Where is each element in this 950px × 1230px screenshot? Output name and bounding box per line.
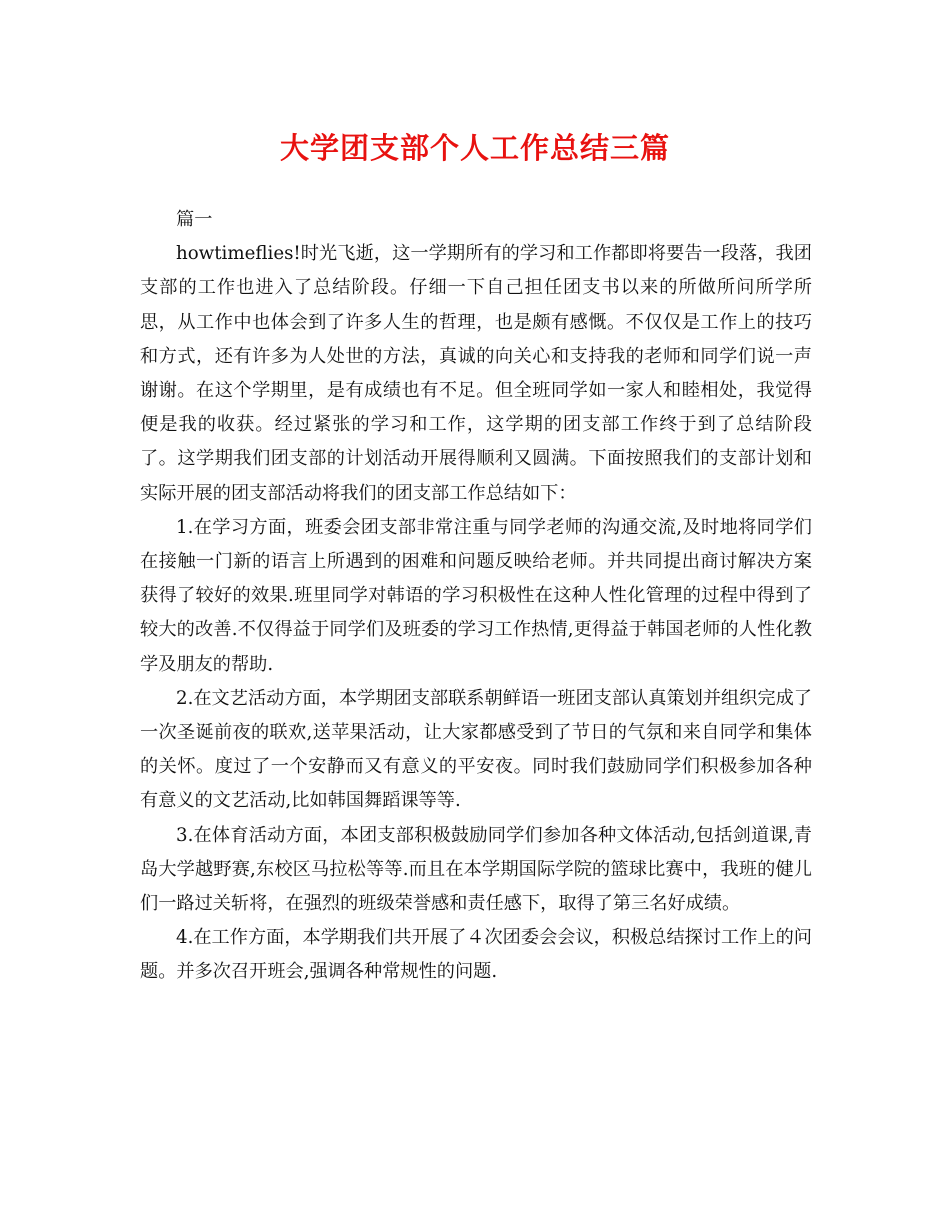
section-label: 篇一: [176, 209, 213, 230]
paragraph-study: 1.在学习方面，班委会团支部非常注重与同学老师的沟通交流,及时地将同学们在接触一门新的语言上所遇到的困难和问题反映给老师。并共同提出商讨解决方案获得了较好的效果.班里同学对韩语的学习积极性在这种人性化管理的过程中得到了较大的改善.不仅得益于同学们及班委的学习工作热情,更得益于韩国老师的人性化教学及朋友的帮助.: [140, 516, 812, 675]
document-body: [140, 203, 812, 990]
paragraph-arts: 2.在文艺活动方面，本学期团支部联系朝鲜语一班团支部认真策划并组织完成了一次圣诞前夜的联欢,送苹果活动，让大家都感受到了节日的气氛和来自同学和集体的关怀。度过了一个安静而又有意义的平安夜。同时我们鼓励同学们积极参加各种有意义的文艺活动,比如韩国舞蹈课等等.: [140, 687, 812, 812]
paragraph-work: 4.在工作方面，本学期我们共开展了４次团委会会议，积极总结探讨工作上的问题。并多次召开班会,强调各种常规性的问题.: [140, 927, 812, 983]
paragraph-sports: 3.在体育活动方面，本团支部积极鼓励同学们参加各种文体活动,包括剑道课,青岛大学越野赛,东校区马拉松等等.而且在本学期国际学院的篮球比赛中，我班的健儿们一路过关斩将，在强烈的班级荣誉感和责任感下，取得了第三名好成绩。: [140, 824, 812, 915]
document-title: 大学团支部个人工作总结三篇: [279, 131, 670, 165]
paragraph-intro: howtimeflies!时光飞逝，这一学期所有的学习和工作都即将要告一段落，我团支部的工作也进入了总结阶段。仔细一下自己担任团支书以来的所做所问所学所思，从工作中也体会到了许多人生的哲理，也是颇有感慨。不仅仅是工作上的技巧和方式，还有许多为人处世的方法，真诚的向关心和支持我的老师和同学们说一声谢谢。在这个学期里，是有成绩也有不足。但全班同学如一家人和睦相处，我觉得便是我的收获。经过紧张的学习和工作，这学期的团支部工作终于到了总结阶段了。这学期我们团支部的计划活动开展得顺利又圆满。下面按照我们的支部计划和实际开展的团支部活动将我们的团支部工作总结如下：: [140, 243, 812, 504]
